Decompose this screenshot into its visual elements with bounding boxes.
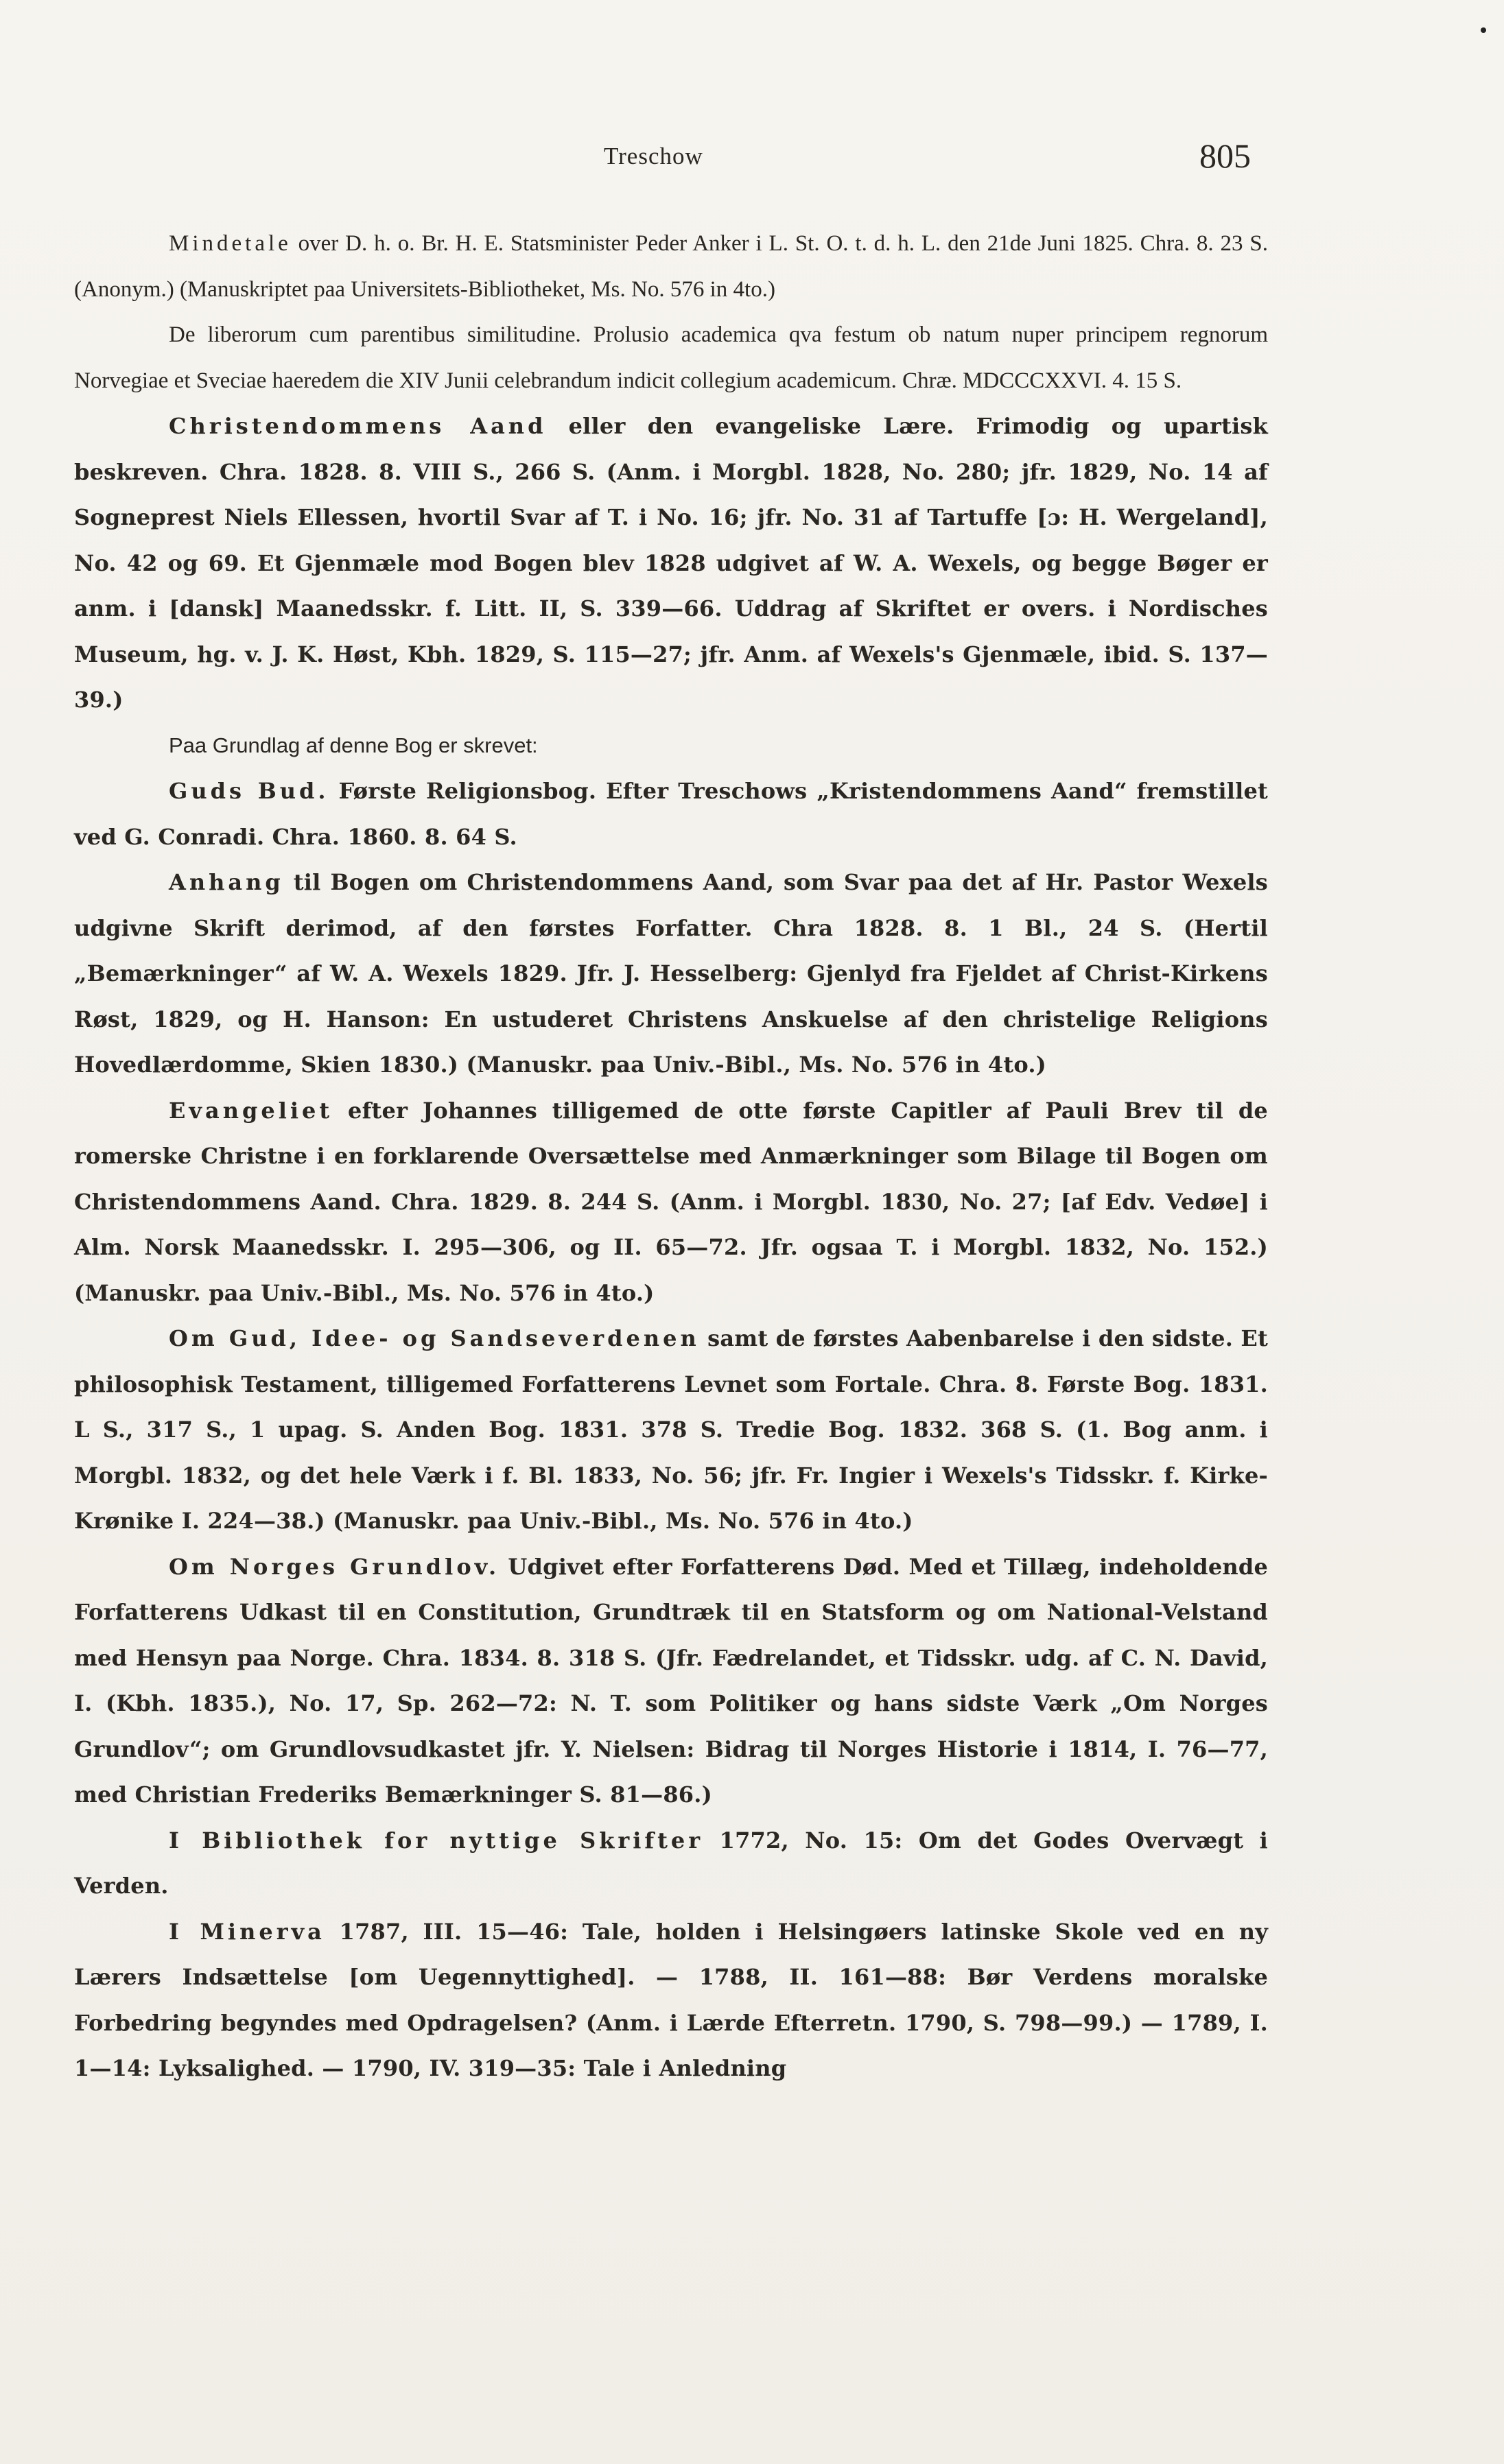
entry-minerva xyxy=(74,1909,1268,2092)
entry-title: I Minerva xyxy=(169,1918,325,1945)
entry-text: efter Johannes tilligemed de otte første Capitler af Pauli Brev til de romerske Christne i en forklarende Oversættelse med Anmærkninger som Bilage til Bogen om Christendommens Aand. Chra. 1829. 8. 244 S. (Anm. i Morgbl. 1830, No. 27; [af Edv. Vedøe] i Alm. Norsk Maanedsskr. I. 295—306, og II. 65—72. Jfr. ogsaa T. i Morgbl. 1832, No. 152.) (Manuskr. paa Univ.-Bibl., Ms. No. 576 in 4to.) xyxy=(74,1097,1268,1306)
page-number: 805 xyxy=(1199,137,1251,175)
page-dot-mark xyxy=(1481,27,1486,33)
entry-text: Paa Grundlag af denne Bog er skrevet: xyxy=(169,733,538,757)
entry-title: Om Gud, Idee- og Sandseverdenen xyxy=(169,1325,700,1351)
entry-title: Guds Bud. xyxy=(169,778,329,804)
entry-title: I Bibliothek for nyttige Skrifter xyxy=(169,1827,704,1853)
entry-note-grundlag xyxy=(74,723,1268,769)
entry-de-liberorum xyxy=(74,312,1268,403)
entry-text: over D. h. o. Br. H. E. Statsminister Peder Anker i L. St. O. t. d. h. L. den 21de Juni 1825. Chra. 8. 23 S. (Anonym.) (Manuskriptet paa Universitets-Bibliotheket, Ms. No. 576 in 4to.) xyxy=(74,231,1268,302)
entry-title: Christendommens Aand xyxy=(169,413,547,439)
page-header xyxy=(0,137,1504,184)
entry-text: De liberorum cum parentibus similitudine. Prolusio academica qva festum ob natum nuper principem regnorum Norvegiae et Sveciae haeredem die XIV Junii celebrandum indicit collegium academicum. Chræ. MDCCCXXVI. 4. 15 S. xyxy=(74,322,1268,393)
entry-christendommens-aand xyxy=(74,403,1268,723)
entry-guds-bud xyxy=(74,768,1268,860)
entry-text: 1787, III. 15—46: Tale, holden i Helsingøers latinske Skole ved en ny Lærers Indsættelse [om Uegennyttighed]. — 1788, II. 161—88: Bør Verdens moralske Forbedring begyndes med Opdragelsen? (Anm. i Lærde Efterretn. 1790, S. 798—99.) — 1789, I. 1—14: Lyksalighed. — 1790, IV. 319—35: Tale i Anledning xyxy=(74,1918,1269,2081)
entry-evangeliet xyxy=(74,1088,1268,1316)
entry-text: til Bogen om Christendommens Aand, som Svar paa det af Hr. Pastor Wexels udgivne Skrift derimod, af den førstes Forfatter. Chra 1828. 8. 1 Bl., 24 S. (Hertil „Bemærkninger“ af W. A. Wexels 1829. Jfr. J. Hesselberg: Gjenlyd fra Fjeldet af Christ-Kirkens Røst, 1829, og H. Hanson: En ustuderet Christens Anskuelse af den christelige Religions Hovedlærdomme, Skien 1830.) (Manuskr. paa Univ.-Bibl., Ms. No. 576 in 4to.) xyxy=(74,869,1268,1078)
running-head: Treschow xyxy=(604,143,703,169)
entry-text: 1772, No. 15: Om det Godes Overvægt i Verden. xyxy=(74,1827,1268,1899)
entry-text: samt de førstes Aabenbarelse i den sidste. Et philosophisk Testament, tilligemed Forfatterens Levnet som Fortale. Chra. 8. Første Bog. 1831. L S., 317 S., 1 upag. S. Anden Bog. 1831. 378 S. Tredie Bog. 1832. 368 S. (1. Bog anm. i Morgbl. 1832, og det hele Værk i f. Bl. 1833, No. 56; jfr. Fr. Ingier i Wexels's Tidsskr. f. Kirke-Krønike I. 224—38.) (Manuskr. paa Univ.-Bibl., Ms. No. 576 in 4to.) xyxy=(74,1325,1268,1534)
entry-bibliothek xyxy=(74,1818,1268,1909)
entry-text: Første Religionsbog. Efter Treschows „Kristendommens Aand“ fremstillet ved G. Conradi. Chra. 1860. 8. 64 S. xyxy=(74,778,1268,850)
entry-om-norges-grundlov xyxy=(74,1544,1268,1818)
entry-text: eller den evangeliske Lære. Frimodig og upartisk beskreven. Chra. 1828. 8. VIII S., 266 S. (Anm. i Morgbl. 1828, No. 280; jfr. 1829, No. 14 af Sogneprest Niels Ellessen, hvortil Svar af T. i No. 16; jfr. No. 31 af Tartuffe [ɔ: H. Wergeland], No. 42 og 69. Et Gjenmæle mod Bogen blev 1828 udgivet af W. A. Wexels, og begge Bøger er anm. i [dansk] Maanedsskr. f. Litt. II, S. 339—66. Uddrag af Skriftet er overs. i Nordisches Museum, hg. v. J. K. Høst, Kbh. 1829, S. 115—27; jfr. Anm. af Wexels's Gjenmæle, ibid. S. 137—39.) xyxy=(74,413,1268,713)
entry-om-gud xyxy=(74,1316,1268,1544)
entry-title: Mindetale xyxy=(169,231,292,256)
entry-text: Udgivet efter Forfatterens Død. Med et Tillæg, indeholdende Forfatterens Udkast til en Constitution, Grundtræk til en Statsform og om National-Velstand med Hensyn paa Norge. Chra. 1834. 8. 318 S. (Jfr. Fædrelandet, et Tidsskr. udg. af C. N. David, I. (Kbh. 1835.), No. 17, Sp. 262—72: N. T. som Politiker og hans sidste Værk „Om Norges Grundlov“; om Grundlovsudkastet jfr. Y. Nielsen: Bidrag til Norges Historie i 1814, I. 76—77, med Christian Frederiks Bemærkninger S. 81—86.) xyxy=(74,1553,1268,1808)
entry-title: Anhang xyxy=(169,869,284,895)
entry-title: Evangeliet xyxy=(169,1097,333,1124)
entry-title: Om Norges Grundlov. xyxy=(169,1553,500,1580)
entry-mindetale xyxy=(74,221,1268,312)
entry-anhang xyxy=(74,860,1268,1088)
bibliography-list xyxy=(74,221,1268,2092)
